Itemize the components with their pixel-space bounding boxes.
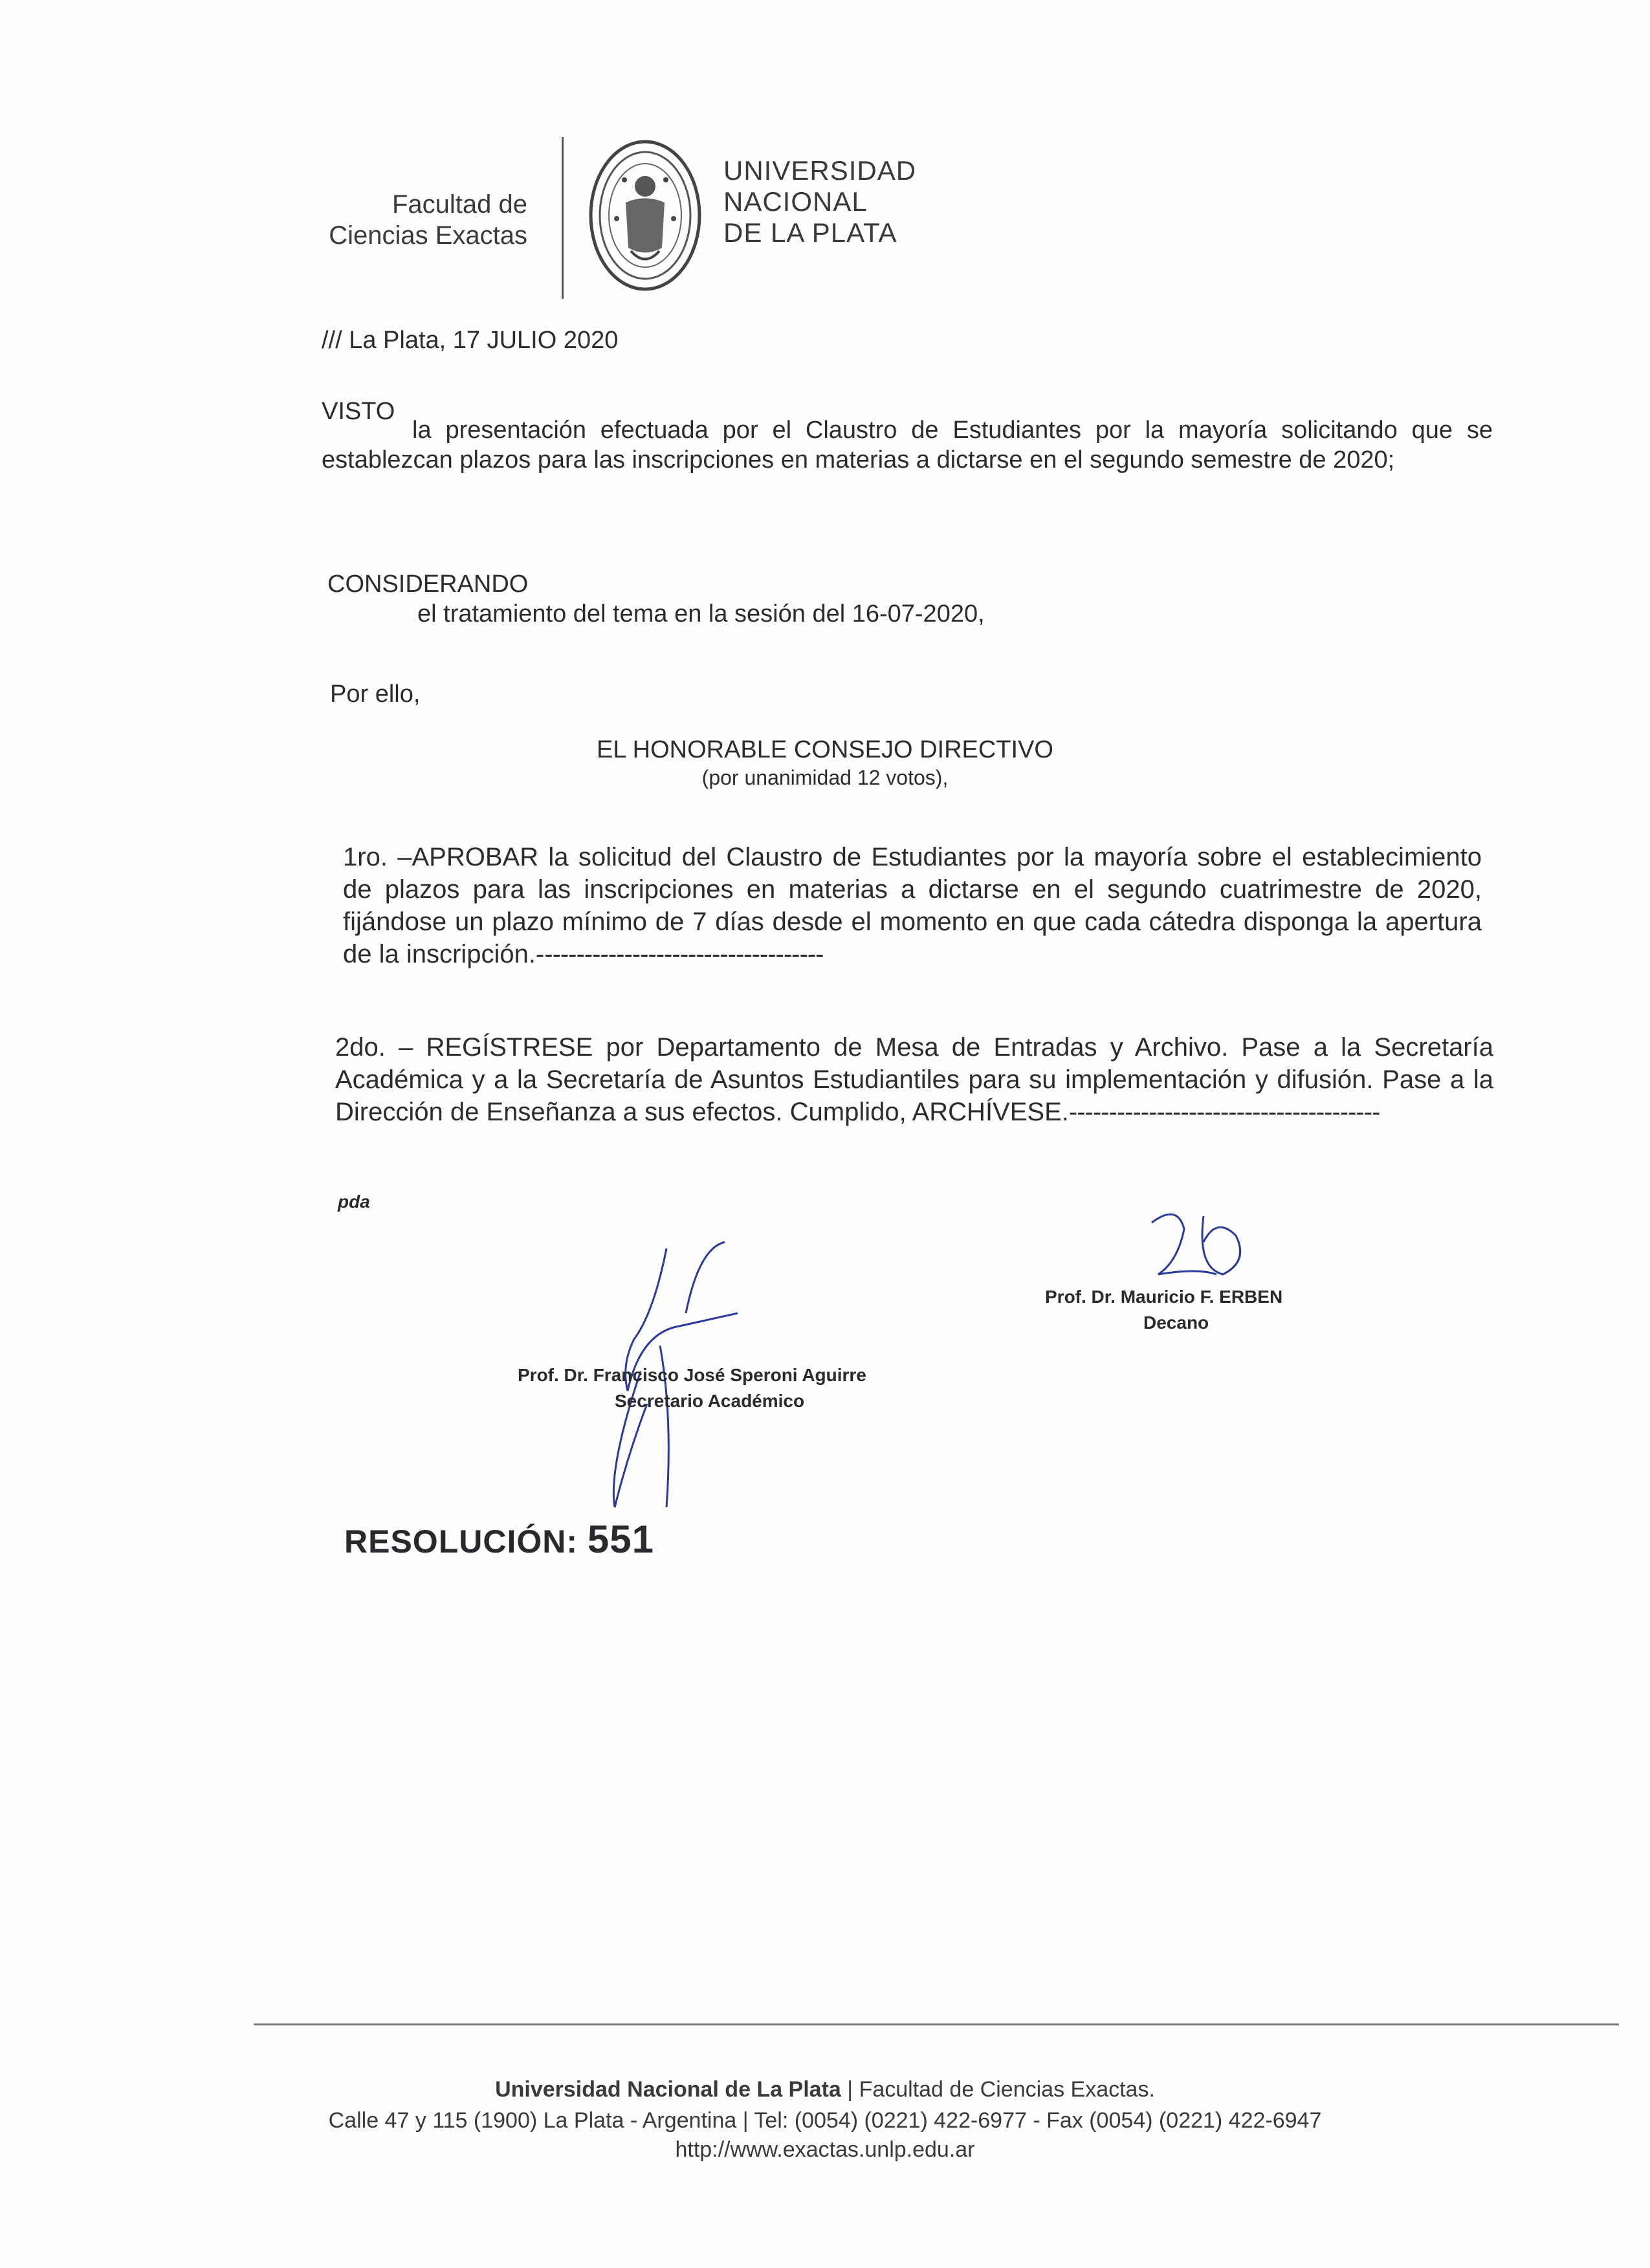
- council-heading: [0, 735, 1650, 791]
- initials: pda: [338, 1192, 370, 1212]
- considerando-heading: CONSIDERANDO: [327, 571, 529, 598]
- considerando-text: el tratamiento del tema en la sesión del 16-07-2020,: [417, 600, 985, 627]
- article-2-text: 2do. – REGÍSTRESE por Departamento de Mesa de Entradas y Archivo. Pase a la Secretaría Académica y a la Secretaría de Asuntos Estudiantiles para su implementación y difusión. Pase a la Dirección de Enseñanza a sus efectos. Cumplido, ARCHÍVESE.: [335, 1033, 1493, 1126]
- article-1-text: 1ro. –APROBAR la solicitud del Claustro de Estudiantes por la mayoría sobre el establecimiento de plazos para las inscripciones en materias a dictarse en el segundo cuatrimestre de 2020, fijándose un plazo mínimo de 7 días desde el momento en que cada cátedra disponga la apertura de la inscripción.-: [343, 843, 1482, 968]
- university-seal-icon: [586, 135, 705, 296]
- por-ello: Por ello,: [330, 681, 421, 708]
- footer-separator: |: [841, 2077, 859, 2102]
- date-line: /// La Plata, 17 JULIO 2020: [322, 327, 619, 354]
- university-line-2: NACIONAL: [723, 186, 868, 217]
- article-1: [343, 841, 1482, 970]
- article-2: [335, 1031, 1493, 1128]
- faculty-line-1: Facultad de: [391, 190, 527, 219]
- footer-address: Calle 47 y 115 (1900) La Plata - Argentina | Tel: (0054) (0221) 422-6977 - Fax (0054) (0221) 422-6947: [328, 2108, 1322, 2133]
- university-line-3: DE LA PLATA: [723, 217, 897, 248]
- faculty-line-2: Ciencias Exactas: [329, 221, 527, 250]
- visto-text: la presentación efectuada por el Claustro de Estudiantes por la mayoría solicitando que se establezcan plazos para las inscripciones en materias a dictarse en el segundo semestre de 2020;: [322, 417, 1493, 474]
- visto-heading: VISTO: [322, 398, 395, 425]
- signature-dean-name: Prof. Dr. Mauricio F. ERBEN: [1045, 1287, 1283, 1307]
- signature-scribble-dean: [1139, 1203, 1255, 1294]
- footer-faculty: Facultad de Ciencias Exactas.: [859, 2077, 1155, 2102]
- university-name: [723, 155, 916, 248]
- footer-divider: [254, 2023, 1619, 2025]
- signature-dean-role: Decano: [1143, 1313, 1209, 1333]
- signature-academic-role: Secretario Académico: [615, 1391, 805, 1411]
- university-line-1: UNIVERSIDAD: [723, 155, 917, 186]
- council-subtitle: (por unanimidad 12 votos),: [701, 766, 949, 789]
- header-divider: [562, 137, 564, 299]
- faculty-name: [304, 189, 527, 251]
- signature-academic-name: Prof. Dr. Francisco José Speroni Aguirre: [518, 1365, 866, 1385]
- footer-website-link[interactable]: http://www.exactas.unlp.edu.ar: [675, 2137, 975, 2162]
- resolution: [344, 1517, 654, 1562]
- signature-dean: [1045, 1284, 1317, 1336]
- signature-academic: [518, 1362, 919, 1414]
- resolution-label: RESOLUCIÓN:: [344, 1523, 578, 1560]
- council-title: EL HONORABLE CONSEJO DIRECTIVO: [597, 736, 1053, 763]
- footer-university: Universidad Nacional de La Plata: [495, 2077, 841, 2102]
- article-2-dashes: ---------------------------------------: [1068, 1098, 1380, 1126]
- resolution-number: 551: [587, 1518, 655, 1561]
- footer-line-1: [0, 2075, 1650, 2104]
- article-1-dashes: -----------------------------------: [544, 940, 824, 968]
